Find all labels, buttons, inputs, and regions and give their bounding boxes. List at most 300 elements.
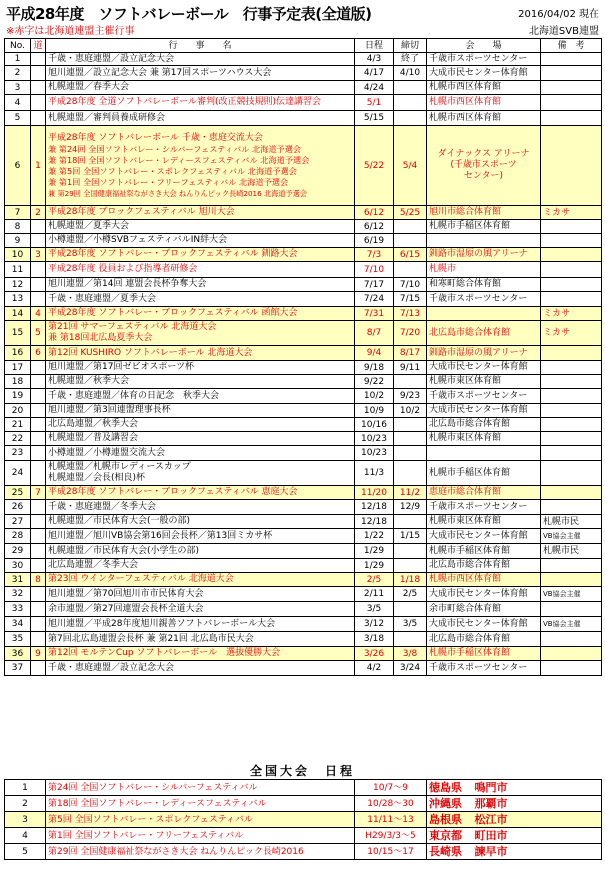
cell-do (31, 632, 46, 647)
cell-do: 2 (31, 206, 46, 220)
table-row (5, 661, 602, 676)
event-name-line: 札幌連盟／普及講習会 (48, 433, 139, 443)
table-row (5, 81, 602, 95)
table-row (5, 573, 602, 587)
cell-no: 21 (5, 418, 31, 432)
col-header-event: 行 事 名 (46, 39, 355, 53)
cell-date: 9/18 (355, 361, 394, 375)
table-row (5, 418, 602, 432)
cell-date: 11/11〜13 (355, 812, 427, 828)
venue-line: 札幌市 (429, 264, 457, 274)
cell-deadline: 7/20 (394, 321, 427, 346)
cell-do: 8 (31, 573, 46, 587)
cell-city: 松江市 (473, 812, 602, 828)
cell-venue (427, 446, 541, 461)
cell-no: 30 (5, 559, 31, 573)
cell-memo: VB協会主催 (541, 529, 602, 544)
table-row (5, 515, 602, 529)
cell-date: 11/20 (355, 486, 394, 500)
cell-memo (541, 500, 602, 515)
cell-date: 10/23 (355, 446, 394, 461)
cell-memo (541, 647, 602, 661)
venue-line: 札幌市手稲区体育館 (429, 221, 511, 231)
cell-deadline: 終了 (394, 53, 427, 66)
venue-line: (千歳市スポーツ (450, 160, 517, 170)
event-name-line: 第7回北広島連盟会長杯 兼 第21回 北広島市民大会 (48, 633, 254, 644)
cell-do (31, 66, 46, 81)
cell-date: 5/1 (355, 95, 394, 111)
cell-memo (541, 346, 602, 361)
cell-memo (541, 573, 602, 587)
cell-event-name (46, 292, 355, 307)
cell-venue (427, 66, 541, 81)
cell-memo (541, 559, 602, 573)
cell-event-name: 第18回 全国ソフトバレー・レディースフェスティバル (46, 796, 355, 812)
cell-date: 3/5 (355, 602, 394, 617)
cell-venue (427, 461, 541, 486)
cell-no: 16 (5, 346, 31, 361)
cell-event-name (46, 95, 355, 111)
cell-no: 15 (5, 321, 31, 346)
venue-line: 大成市民センター体育館 (429, 530, 528, 541)
cell-do (31, 111, 46, 126)
cell-event-name (46, 661, 355, 676)
venue-line: 釧路市湿原の風アリーナ (429, 347, 528, 358)
cell-date: 6/12 (355, 206, 394, 220)
cell-venue (427, 647, 541, 661)
cell-venue (427, 529, 541, 544)
cell-do (31, 587, 46, 602)
venue-line: 釧路市湿原の風アリーナ (429, 249, 528, 259)
cell-venue (427, 262, 541, 278)
event-name-line: 札幌連盟／夏季大会 (48, 221, 130, 231)
cell-do (31, 602, 46, 617)
cell-memo (541, 81, 602, 95)
cell-memo: 札幌市民 (541, 544, 602, 559)
cell-no: 24 (5, 461, 31, 486)
cell-venue (427, 346, 541, 361)
event-name-line: 千歳・恵庭連盟／設立記念大会 (48, 53, 175, 64)
venue-line: 北広島市総合体育館 (429, 419, 511, 429)
venue-line: 札幌市東区体育館 (429, 376, 502, 386)
cell-date: 4/2 (355, 661, 394, 676)
cell-memo (541, 95, 602, 111)
event-name-line: 札幌連盟／札幌市レディースカップ (48, 462, 191, 472)
table-row (5, 587, 602, 602)
cell-no: 33 (5, 602, 31, 617)
venue-line: 大成市民センター体育館 (429, 362, 528, 372)
cell-date: 8/7 (355, 321, 394, 346)
cell-no: 1 (5, 53, 31, 66)
cell-memo (541, 126, 602, 206)
cell-event-name (46, 515, 355, 529)
cell-memo (541, 278, 602, 292)
cell-do (31, 617, 46, 632)
cell-date: 10/16 (355, 418, 394, 432)
cell-date: 1/29 (355, 559, 394, 573)
cell-prefecture: 沖縄県 (427, 796, 473, 812)
col-header-venue: 会 場 (427, 39, 541, 53)
cell-event-name (46, 248, 355, 262)
cell-deadline: 5/4 (394, 126, 427, 206)
cell-date: 7/31 (355, 307, 394, 321)
cell-do (31, 544, 46, 559)
cell-venue (427, 292, 541, 307)
cell-no: 2 (5, 66, 31, 81)
cell-venue (427, 95, 541, 111)
event-name-line: 札幌連盟／審判員養成研修会 (48, 112, 166, 123)
table-row (5, 95, 602, 111)
table-row (5, 66, 602, 81)
cell-deadline: 7/10 (394, 278, 427, 292)
event-name-line: 第12回 モルテンCup ソフトバレーボール 選抜優勝大会 (48, 648, 281, 658)
cell-event-name (46, 404, 355, 418)
cell-date: H29/3/3〜5 (355, 828, 427, 844)
cell-deadline: 6/15 (394, 248, 427, 262)
cell-deadline: 5/25 (394, 206, 427, 220)
cell-deadline (394, 515, 427, 529)
page-title: 平成28年度 ソフトバレーボール 行事予定表(全道版) (6, 5, 372, 23)
cell-do (31, 278, 46, 292)
cell-no: 31 (5, 573, 31, 587)
table-row (5, 220, 602, 234)
cell-do (31, 95, 46, 111)
cell-no: 7 (5, 206, 31, 220)
cell-no: 32 (5, 587, 31, 602)
venue-line: ダイナックス アリーナ (437, 149, 530, 159)
event-name-line: 兼 第18回 全国ソフトバレー・レディースフェスティバル 北海道予選会 (48, 154, 310, 165)
cell-city: 那覇市 (473, 796, 602, 812)
cell-no: 1 (5, 780, 46, 796)
cell-no: 8 (5, 220, 31, 234)
venue-line: 大成市民センター体育館 (429, 618, 528, 629)
event-name-line: 千歳・恵庭連盟／設立記念大会 (48, 662, 175, 673)
cell-deadline (394, 544, 427, 559)
event-name-line: 兼 第5回 全国ソフトバレー・スポレクフェスティバル 北海道予選会 (48, 165, 297, 176)
cell-event-name (46, 321, 355, 346)
cell-event-name (46, 617, 355, 632)
cell-event-name (46, 587, 355, 602)
cell-event-name (46, 602, 355, 617)
cell-venue (427, 418, 541, 432)
cell-deadline: 10/2 (394, 404, 427, 418)
table-header-row (5, 39, 602, 53)
cell-do (31, 375, 46, 389)
cell-date: 10/15〜17 (355, 844, 427, 860)
cell-event-name (46, 647, 355, 661)
cell-deadline: 3/8 (394, 647, 427, 661)
legend-note: ※赤字は北海道連盟主催行事 (6, 26, 135, 37)
table-row (5, 617, 602, 632)
cell-event-name (46, 500, 355, 515)
cell-event-name: 第29回 全国健康福祉祭ながさき大会 ねんりんピック長崎2016 (46, 844, 355, 860)
cell-no: 2 (5, 796, 46, 812)
table-row (5, 446, 602, 461)
table-row (5, 292, 602, 307)
event-name-line: 札幌連盟／秋季大会 (48, 376, 130, 386)
table-row (5, 278, 602, 292)
as-of-date: 2016/04/02 現在 (518, 9, 599, 20)
cell-venue (427, 126, 541, 206)
cell-date: 7/10 (355, 262, 394, 278)
col-header-do: 道 (31, 39, 46, 53)
cell-venue (427, 278, 541, 292)
cell-no: 3 (5, 81, 31, 95)
cell-date: 7/3 (355, 248, 394, 262)
cell-do (31, 404, 46, 418)
cell-event-name (46, 432, 355, 446)
event-name-line: 旭川連盟／設立記念大会 兼 第17回スポーツハウス大会 (48, 67, 272, 78)
venue-line: センター) (463, 171, 504, 181)
venue-line: 千歳市スポーツセンター (429, 662, 528, 673)
cell-venue (427, 361, 541, 375)
cell-venue (427, 602, 541, 617)
table-row (5, 602, 602, 617)
cell-no: 26 (5, 500, 31, 515)
cell-date: 6/19 (355, 234, 394, 248)
cell-memo (541, 661, 602, 676)
cell-venue (427, 389, 541, 404)
cell-venue (427, 632, 541, 647)
cell-no: 5 (5, 844, 46, 860)
cell-no: 37 (5, 661, 31, 676)
cell-date: 10/7〜9 (355, 780, 427, 796)
cell-no: 5 (5, 111, 31, 126)
national-row (5, 812, 602, 828)
cell-date: 1/29 (355, 544, 394, 559)
cell-date: 3/12 (355, 617, 394, 632)
table-row (5, 206, 602, 220)
cell-date: 12/18 (355, 500, 394, 515)
cell-memo (541, 53, 602, 66)
cell-venue (427, 573, 541, 587)
cell-memo (541, 220, 602, 234)
cell-deadline (394, 632, 427, 647)
table-row (5, 234, 602, 248)
cell-deadline: 2/5 (394, 587, 427, 602)
cell-date: 10/23 (355, 432, 394, 446)
cell-city: 諫早市 (473, 844, 602, 860)
table-row (5, 126, 602, 206)
cell-memo (541, 486, 602, 500)
venue-line: 大成市民センター体育館 (429, 405, 528, 415)
cell-memo: ミカサ (541, 206, 602, 220)
cell-no: 34 (5, 617, 31, 632)
cell-city: 町田市 (473, 828, 602, 844)
cell-deadline (394, 418, 427, 432)
cell-date: 7/17 (355, 278, 394, 292)
event-name-line: 小樽連盟／小樽連盟交流大会 (48, 447, 166, 458)
cell-deadline: 9/11 (394, 361, 427, 375)
cell-deadline: 4/10 (394, 66, 427, 81)
cell-venue (427, 500, 541, 515)
cell-venue (427, 587, 541, 602)
cell-memo (541, 361, 602, 375)
cell-event-name (46, 418, 355, 432)
cell-no: 6 (5, 126, 31, 206)
cell-venue (427, 544, 541, 559)
cell-event-name (46, 307, 355, 321)
venue-line: 札幌市東区体育館 (429, 433, 502, 443)
national-row (5, 828, 602, 844)
col-header-date: 日程 (355, 39, 394, 53)
cell-date: 11/3 (355, 461, 394, 486)
cell-memo (541, 262, 602, 278)
cell-do (31, 292, 46, 307)
cell-deadline (394, 95, 427, 111)
event-name-line: 第23回 ウインターフェスティバル 北海道大会 (48, 574, 234, 584)
event-name-line: 平成28年度 全道ソフトバレーボール審判(改正競技規則)伝達講習会 (48, 97, 321, 107)
cell-do (31, 389, 46, 404)
cell-deadline: 3/24 (394, 661, 427, 676)
venue-line: 札幌市東区体育館 (429, 516, 502, 526)
cell-deadline: 12/9 (394, 500, 427, 515)
cell-deadline: 7/15 (394, 292, 427, 307)
event-name-line: 千歳・恵庭連盟／体育の日記念 秋季大会 (48, 390, 220, 401)
national-row (5, 844, 602, 860)
cell-venue (427, 206, 541, 220)
cell-event-name: 第24回 全国ソフトバレー・シルバーフェスティバル (46, 780, 355, 796)
cell-no: 36 (5, 647, 31, 661)
table-row (5, 432, 602, 446)
national-heading: 全国大会 日程 (249, 764, 355, 778)
cell-event-name (46, 262, 355, 278)
cell-event-name (46, 66, 355, 81)
cell-venue (427, 81, 541, 95)
cell-prefecture: 東京都 (427, 828, 473, 844)
cell-deadline: 3/5 (394, 617, 427, 632)
table-row (5, 346, 602, 361)
cell-event-name (46, 446, 355, 461)
cell-deadline (394, 262, 427, 278)
cell-date: 3/26 (355, 647, 394, 661)
cell-event-name (46, 389, 355, 404)
cell-prefecture: 長崎県 (427, 844, 473, 860)
table-row (5, 111, 602, 126)
cell-date: 10/2 (355, 389, 394, 404)
cell-deadline (394, 461, 427, 486)
event-name-line: 札幌連盟／市民体育大会(小学生の部) (48, 545, 200, 556)
cell-do (31, 220, 46, 234)
venue-line: 北広島市総合体育館 (429, 633, 511, 644)
cell-venue (427, 321, 541, 346)
cell-no: 3 (5, 812, 46, 828)
cell-no: 4 (5, 95, 31, 111)
cell-no: 10 (5, 248, 31, 262)
cell-date: 5/15 (355, 111, 394, 126)
event-name-line: 兼 第1回 全国ソフトバレー・フリーフェスティバル 北海道予選会 (48, 176, 289, 187)
cell-do: 3 (31, 248, 46, 262)
cell-do (31, 661, 46, 676)
cell-event-name (46, 559, 355, 573)
cell-do (31, 446, 46, 461)
national-table (4, 779, 602, 860)
cell-no: 14 (5, 307, 31, 321)
venue-line: 札幌市西区体育館 (429, 82, 502, 92)
cell-event-name (46, 278, 355, 292)
cell-deadline (394, 375, 427, 389)
venue-line: 札幌市西区体育館 (429, 112, 502, 123)
cell-memo (541, 432, 602, 446)
cell-no: 20 (5, 404, 31, 418)
cell-deadline (394, 559, 427, 573)
cell-event-name (46, 544, 355, 559)
cell-no: 22 (5, 432, 31, 446)
cell-event-name (46, 53, 355, 66)
cell-event-name (46, 234, 355, 248)
cell-memo (541, 375, 602, 389)
cell-memo: VB協会主催 (541, 617, 602, 632)
event-name-line: 旭川連盟／第70回旭川市市民体育大会 (48, 588, 204, 599)
cell-do: 1 (31, 126, 46, 206)
cell-deadline (394, 432, 427, 446)
table-row (5, 461, 602, 486)
event-name-line: 平成28年度 ソフトバレー・ブロックフェスティバル 恵庭大会 (48, 487, 298, 497)
cell-memo: ミカサ (541, 307, 602, 321)
cell-date: 5/22 (355, 126, 394, 206)
cell-no: 18 (5, 375, 31, 389)
cell-venue (427, 661, 541, 676)
cell-no: 29 (5, 544, 31, 559)
table-row (5, 529, 602, 544)
cell-venue (427, 234, 541, 248)
cell-date: 4/17 (355, 66, 394, 81)
cell-event-name (46, 111, 355, 126)
cell-prefecture: 島根県 (427, 812, 473, 828)
venue-line: 千歳市スポーツセンター (429, 390, 528, 401)
cell-deadline: 8/17 (394, 346, 427, 361)
col-header-memo: 備 考 (541, 39, 602, 53)
cell-do (31, 361, 46, 375)
cell-do (31, 418, 46, 432)
cell-date: 6/12 (355, 220, 394, 234)
cell-event-name (46, 461, 355, 486)
venue-line: 札幌市手稲区体育館 (429, 545, 511, 556)
cell-event-name (46, 81, 355, 95)
cell-event-name (46, 346, 355, 361)
cell-date: 2/11 (355, 587, 394, 602)
cell-deadline (394, 234, 427, 248)
cell-venue (427, 111, 541, 126)
cell-memo (541, 404, 602, 418)
cell-venue (427, 515, 541, 529)
organization-name: 北海道SVB連盟 (528, 26, 599, 37)
event-name-line: 平成28年度 ソフトバレーボール 千歳・恵庭交流大会 (48, 132, 263, 143)
cell-memo (541, 602, 602, 617)
cell-event-name (46, 529, 355, 544)
venue-line: 大成市民センター体育館 (429, 588, 528, 599)
event-name-line: 旭川連盟／平成28年度旭川親善ソフトバレーボール大会 (48, 618, 276, 629)
cell-memo (541, 461, 602, 486)
cell-event-name (46, 206, 355, 220)
cell-memo (541, 66, 602, 81)
cell-event-name (46, 361, 355, 375)
venue-line: 恵庭市総合体育館 (429, 487, 502, 497)
event-name-line: 北広島連盟／冬季大会 (48, 560, 139, 570)
cell-no: 35 (5, 632, 31, 647)
cell-memo (541, 234, 602, 248)
cell-deadline (394, 81, 427, 95)
venue-line: 和寒町総合体育館 (429, 279, 502, 289)
event-name-line: 千歳・恵庭連盟／夏季大会 (48, 293, 157, 304)
cell-memo (541, 248, 602, 262)
cell-event-name (46, 632, 355, 647)
cell-do (31, 500, 46, 515)
cell-no: 12 (5, 278, 31, 292)
event-name-line: 旭川連盟／旭川VB協会第16回会長杯／第13回ミカサ杯 (48, 530, 273, 541)
cell-no: 11 (5, 262, 31, 278)
cell-venue (427, 248, 541, 262)
